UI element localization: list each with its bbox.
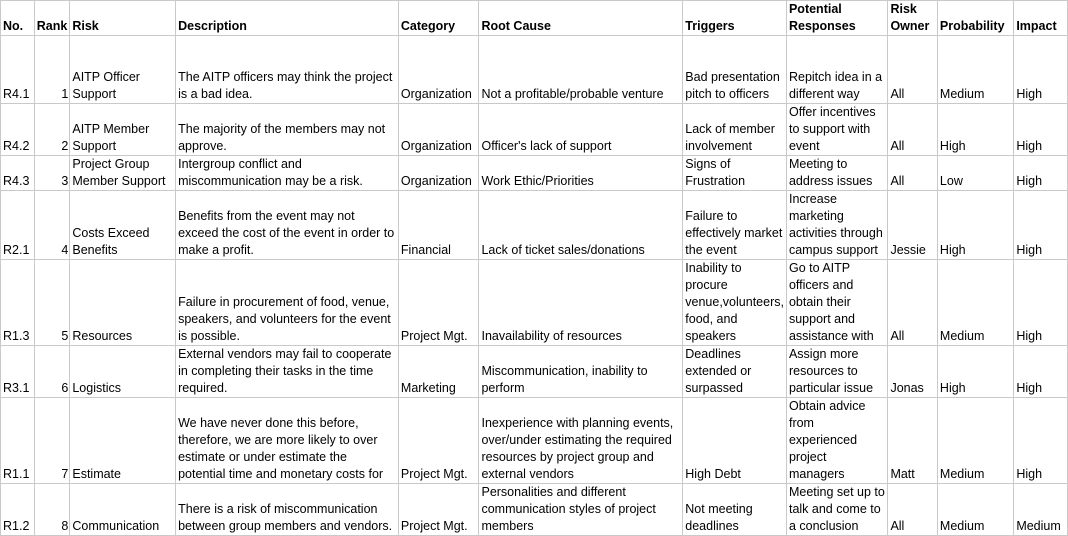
cell-description[interactable]: Benefits from the event may not exceed the cost of the event in order to make a profit. [176, 191, 399, 260]
header-rank[interactable]: Rank [34, 1, 70, 36]
table-row [1, 346, 1068, 398]
cell-rank[interactable]: 8 [34, 484, 70, 536]
cell-risk-owner[interactable]: All [888, 484, 937, 536]
cell-risk[interactable]: AITP Member Support [70, 104, 176, 156]
cell-category[interactable]: Project Mgt. [398, 398, 479, 484]
cell-probability[interactable]: High [937, 191, 1013, 260]
header-risk[interactable]: Risk [70, 1, 176, 36]
header-risk-owner[interactable]: Risk Owner [888, 1, 937, 36]
cell-no[interactable]: R4.1 [1, 36, 35, 104]
cell-category[interactable]: Organization [398, 104, 479, 156]
cell-potential-responses[interactable]: Meeting to address issues [786, 156, 887, 191]
header-probability[interactable]: Probability [937, 1, 1013, 36]
cell-potential-responses[interactable]: Go to AITP officers and obtain their support and assistance with [786, 260, 887, 346]
cell-rank[interactable]: 3 [34, 156, 70, 191]
table-row [1, 260, 1068, 346]
cell-risk-owner[interactable]: Matt [888, 398, 937, 484]
cell-risk[interactable]: Communication [70, 484, 176, 536]
cell-root-cause[interactable]: Officer's lack of support [479, 104, 683, 156]
cell-description[interactable]: External vendors may fail to cooperate in completing their tasks in the time required. [176, 346, 399, 398]
cell-probability[interactable]: Low [937, 156, 1013, 191]
cell-risk-owner[interactable]: All [888, 260, 937, 346]
cell-triggers[interactable]: Not meeting deadlines [683, 484, 787, 536]
cell-impact[interactable]: High [1014, 260, 1068, 346]
cell-category[interactable]: Organization [398, 156, 479, 191]
cell-root-cause[interactable]: Inexperience with planning events, over/under estimating the required resources by project group and external vendors [479, 398, 683, 484]
cell-potential-responses[interactable]: Obtain advice from experienced project managers [786, 398, 887, 484]
cell-impact[interactable]: High [1014, 36, 1068, 104]
header-row [1, 1, 1068, 36]
header-no[interactable]: No. [1, 1, 35, 36]
cell-potential-responses[interactable]: Assign more resources to particular issue [786, 346, 887, 398]
cell-potential-responses[interactable]: Increase marketing activities through campus support [786, 191, 887, 260]
cell-category[interactable]: Financial [398, 191, 479, 260]
cell-root-cause[interactable]: Not a profitable/probable venture [479, 36, 683, 104]
cell-description[interactable]: The majority of the members may not approve. [176, 104, 399, 156]
cell-impact[interactable]: High [1014, 398, 1068, 484]
cell-probability[interactable]: Medium [937, 36, 1013, 104]
cell-rank[interactable]: 2 [34, 104, 70, 156]
cell-triggers[interactable]: High Debt [683, 398, 787, 484]
cell-no[interactable]: R2.1 [1, 191, 35, 260]
cell-no[interactable]: R1.2 [1, 484, 35, 536]
cell-risk[interactable]: Resources [70, 260, 176, 346]
header-category[interactable]: Category [398, 1, 479, 36]
cell-rank[interactable]: 7 [34, 398, 70, 484]
header-potential-responses[interactable]: Potential Responses [786, 1, 887, 36]
cell-root-cause[interactable]: Inavailability of resources [479, 260, 683, 346]
cell-risk-owner[interactable]: Jessie [888, 191, 937, 260]
cell-triggers[interactable]: Failure to effectively market the event [683, 191, 787, 260]
cell-risk[interactable]: Costs Exceed Benefits [70, 191, 176, 260]
cell-category[interactable]: Project Mgt. [398, 484, 479, 536]
table-row [1, 484, 1068, 536]
table-row [1, 36, 1068, 104]
cell-probability[interactable]: High [937, 104, 1013, 156]
cell-triggers[interactable]: Bad presentation pitch to officers [683, 36, 787, 104]
cell-risk-owner[interactable]: All [888, 156, 937, 191]
cell-risk-owner[interactable]: Jonas [888, 346, 937, 398]
cell-no[interactable]: R3.1 [1, 346, 35, 398]
header-impact[interactable]: Impact [1014, 1, 1068, 36]
cell-no[interactable]: R1.3 [1, 260, 35, 346]
cell-impact[interactable]: High [1014, 104, 1068, 156]
table-row [1, 156, 1068, 191]
cell-probability[interactable]: High [937, 346, 1013, 398]
cell-potential-responses[interactable]: Meeting set up to talk and come to a conclusion [786, 484, 887, 536]
table-row [1, 398, 1068, 484]
table-row [1, 191, 1068, 260]
cell-risk-owner[interactable]: All [888, 104, 937, 156]
cell-no[interactable]: R4.2 [1, 104, 35, 156]
cell-rank[interactable]: 5 [34, 260, 70, 346]
cell-probability[interactable]: Medium [937, 484, 1013, 536]
cell-risk[interactable]: AITP Officer Support [70, 36, 176, 104]
cell-no[interactable]: R4.3 [1, 156, 35, 191]
cell-risk[interactable]: Project Group Member Support [70, 156, 176, 191]
cell-root-cause[interactable]: Miscommunication, inability to perform [479, 346, 683, 398]
cell-impact[interactable]: Medium [1014, 484, 1068, 536]
header-description[interactable]: Description [176, 1, 399, 36]
cell-triggers[interactable]: Signs of Frustration [683, 156, 787, 191]
cell-category[interactable]: Organization [398, 36, 479, 104]
cell-description[interactable]: Failure in procurement of food, venue, speakers, and volunteers for the event is possible. [176, 260, 399, 346]
cell-no[interactable]: R1.1 [1, 398, 35, 484]
cell-probability[interactable]: Medium [937, 260, 1013, 346]
cell-impact[interactable]: High [1014, 346, 1068, 398]
header-triggers[interactable]: Triggers [683, 1, 787, 36]
cell-risk[interactable]: Logistics [70, 346, 176, 398]
cell-impact[interactable]: High [1014, 156, 1068, 191]
cell-rank[interactable]: 6 [34, 346, 70, 398]
cell-category[interactable]: Marketing [398, 346, 479, 398]
cell-description[interactable]: The AITP officers may think the project is a bad idea. [176, 36, 399, 104]
cell-triggers[interactable]: Deadlines extended or surpassed [683, 346, 787, 398]
table-row [1, 104, 1068, 156]
cell-root-cause[interactable]: Personalities and different communication styles of project members [479, 484, 683, 536]
cell-probability[interactable]: Medium [937, 398, 1013, 484]
cell-potential-responses[interactable]: Offer incentives to support with event [786, 104, 887, 156]
cell-triggers[interactable]: Inability to procure venue,volunteers, food, and speakers [683, 260, 787, 346]
cell-category[interactable]: Project Mgt. [398, 260, 479, 346]
cell-impact[interactable]: High [1014, 191, 1068, 260]
cell-description[interactable]: We have never done this before, therefore, we are more likely to over estimate or under estimate the potential time and monetary costs for [176, 398, 399, 484]
cell-triggers[interactable]: Lack of member involvement [683, 104, 787, 156]
cell-risk-owner[interactable]: All [888, 36, 937, 104]
cell-description[interactable]: There is a risk of miscommunication between group members and vendors. [176, 484, 399, 536]
cell-risk[interactable]: Estimate [70, 398, 176, 484]
cell-description[interactable]: Intergroup conflict and miscommunication may be a risk. [176, 156, 399, 191]
cell-root-cause[interactable]: Work Ethic/Priorities [479, 156, 683, 191]
cell-rank[interactable]: 1 [34, 36, 70, 104]
header-root-cause[interactable]: Root Cause [479, 1, 683, 36]
cell-rank[interactable]: 4 [34, 191, 70, 260]
cell-root-cause[interactable]: Lack of ticket sales/donations [479, 191, 683, 260]
cell-potential-responses[interactable]: Repitch idea in a different way [786, 36, 887, 104]
